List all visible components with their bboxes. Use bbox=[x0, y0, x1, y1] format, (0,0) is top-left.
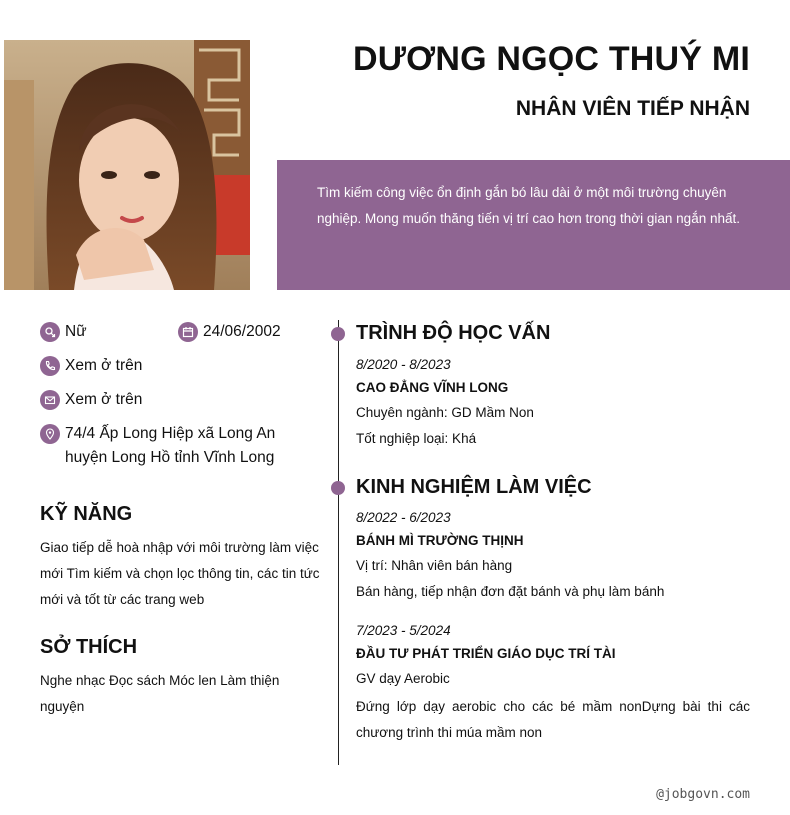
education-school: CAO ĐẲNG VĨNH LONG bbox=[356, 380, 509, 395]
career-objective-box bbox=[277, 160, 790, 290]
education-major: Chuyên ngành: GD Mầm Non bbox=[356, 405, 534, 420]
education-date: 8/2020 - 8/2023 bbox=[356, 357, 451, 372]
contact-gender bbox=[40, 320, 87, 344]
education-grade: Tốt nghiệp loại: Khá bbox=[356, 431, 477, 446]
experience-2-position: GV dạy Aerobic bbox=[356, 671, 450, 686]
education-heading: TRÌNH ĐỘ HỌC VẤN bbox=[356, 322, 551, 344]
experience-2-company: ĐẦU TƯ PHÁT TRIỂN GIÁO DỤC TRÍ TÀI bbox=[356, 646, 616, 661]
profile-photo bbox=[4, 40, 250, 290]
education-dot bbox=[331, 327, 345, 341]
email-value: Xem ở trên bbox=[65, 391, 143, 408]
experience-1-description: Bán hàng, tiếp nhận đơn đặt bánh và phụ làm bánh bbox=[356, 584, 665, 599]
gender-icon bbox=[40, 322, 60, 342]
experience-2-description: Đứng lớp dạy aerobic cho các bé mầm nonDựng bài thi các chương trình thi múa mầm non bbox=[356, 699, 750, 740]
contact-email bbox=[40, 388, 142, 412]
footer-watermark: @jobgovn.com bbox=[656, 787, 750, 802]
experience-dot bbox=[331, 481, 345, 495]
gender-value: Nữ bbox=[65, 323, 87, 340]
contact-phone bbox=[40, 354, 142, 378]
skills-text: Giao tiếp dễ hoà nhập với môi trường làm việc mới Tìm kiếm và chọn lọc thông tin, các tin tức mới và tốt từ các trang web bbox=[40, 540, 320, 607]
skills-heading: KỸ NĂNG bbox=[40, 503, 133, 525]
calendar-icon bbox=[178, 322, 198, 342]
job-title: NHÂN VIÊN TIẾP NHẬN bbox=[515, 97, 750, 120]
candidate-name: DƯƠNG NGỌC THUÝ MI bbox=[352, 40, 750, 78]
contact-address bbox=[40, 422, 290, 470]
email-icon bbox=[40, 390, 60, 410]
timeline-line bbox=[338, 320, 339, 765]
address-value: 74/4 Ấp Long Hiệp xã Long An huyện Long Hồ tỉnh Vĩnh Long bbox=[65, 425, 276, 466]
phone-icon bbox=[40, 356, 60, 376]
career-objective-text: Tìm kiếm công việc ổn định gắn bó lâu dài ở một môi trường chuyên nghiệp. Mong muốn thăng tiến vị trí cao hơn trong thời gian ngắn nhất. bbox=[317, 185, 740, 226]
experience-1-company: BÁNH MÌ TRƯỜNG THỊNH bbox=[356, 533, 524, 548]
experience-1-position: Vị trí: Nhân viên bán hàng bbox=[356, 558, 513, 573]
experience-heading: KINH NGHIỆM LÀM VIỆC bbox=[356, 476, 592, 498]
experience-2-date: 7/2023 - 5/2024 bbox=[356, 623, 451, 638]
birthday-value: 24/06/2002 bbox=[203, 323, 281, 340]
location-pin-icon bbox=[40, 424, 60, 444]
hobbies-text: Nghe nhạc Đọc sách Móc len Làm thiện nguyện bbox=[40, 673, 280, 714]
phone-value: Xem ở trên bbox=[65, 357, 143, 374]
hobbies-heading: SỞ THÍCH bbox=[40, 636, 138, 658]
contact-birthday bbox=[178, 320, 281, 344]
experience-1-date: 8/2022 - 6/2023 bbox=[356, 510, 451, 525]
